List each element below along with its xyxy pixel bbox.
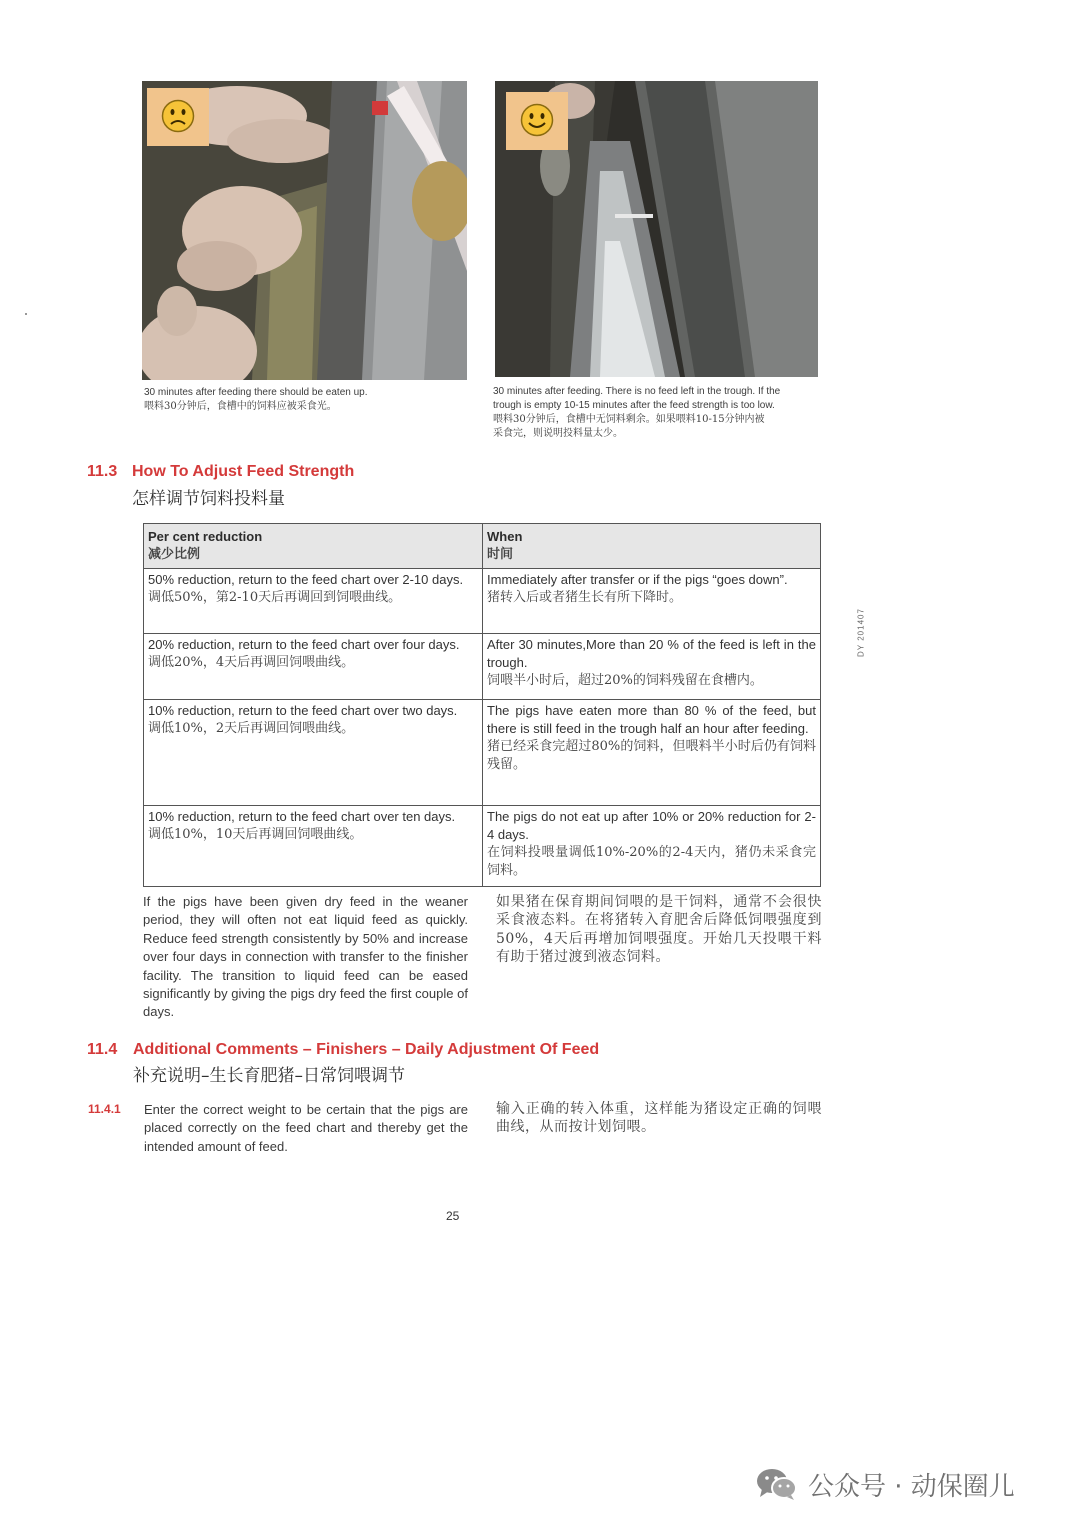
cell-text-en: The pigs have eaten more than 80 % of the feed, but there is still feed in the trough half an hour after feeding. [487, 703, 816, 736]
cell-text-zh: 调低20%，4天后再调回饲喂曲线。 [148, 655, 355, 670]
section-subtitle: 补充说明–生长育肥猪–日常饲喂调节 [133, 1066, 405, 1086]
wechat-icon [756, 1467, 798, 1501]
cell-text-en: 10% reduction, return to the feed chart over ten days. [148, 809, 456, 824]
cell-text-en: 20% reduction, return to the feed chart over four days. [148, 637, 460, 652]
table-row [144, 569, 821, 634]
cell-text-zh: 饲喂半小时后，超过20%的饲料残留在食槽内。 [487, 673, 763, 688]
section-number: 11.3 [87, 463, 118, 480]
cell-text-zh: 调低10%，2天后再调回饲喂曲线。 [148, 721, 355, 736]
table-row [144, 700, 821, 806]
happy-face-icon [506, 92, 568, 150]
cell-text-en: Immediately after transfer or if the pigs “goes down”. [487, 572, 788, 587]
right-photo-caption [493, 385, 823, 441]
header-label-en: When [487, 529, 523, 544]
caption-zh: 喂料30分钟后，食槽中的饲料应被采食光。 [144, 401, 337, 412]
section-title: How To Adjust Feed Strength [132, 463, 355, 480]
dry-feed-paragraph-en: If the pigs have been given dry feed in the weaner period, they will often not eat liquid feed as quickly. Reduce feed strength consistently by 50% and increase over four days in connection with transfer to the finisher facility. The transition to liquid feed can be eased significantly by giving the pigs dry feed the first couple of days. [143, 894, 468, 1020]
cell-text-en: 50% reduction, return to the feed chart over 2-10 days. [148, 572, 464, 587]
cell-text-zh: 调低10%，10天后再调回饲喂曲线。 [148, 827, 363, 842]
section-number: 11.4 [87, 1041, 118, 1058]
table-cell [483, 700, 821, 806]
caption-zh-line1: 喂料30分钟后，食槽中无饲料剩余。如果喂料10-15分钟内被 [493, 414, 765, 425]
cell-text-zh: 调低50%，第2-10天后再调回到饲喂曲线。 [148, 590, 402, 605]
cell-text-zh: 猪已经采食完超过80%的饲料，但喂料半小时后仍有饲料残留。 [487, 739, 816, 772]
header-label-en: Per cent reduction [148, 529, 263, 544]
dry-feed-paragraph-zh: 如果猪在保育期间饲喂的是干饲料，通常不会很快采食液态料。在将猪转入育肥舍后降低饲喂强度到50%，4天后再增加饲喂强度。开始几天投喂干料有助于猪过渡到液态饲料。 [496, 894, 822, 966]
header-label-zh: 减少比例 [148, 547, 201, 562]
table-cell [144, 700, 483, 806]
section-subtitle: 怎样调节饲料投料量 [132, 489, 285, 509]
table-row [144, 634, 821, 700]
cell-text-en: After 30 minutes,More than 20 % of the feed is left in the trough. [487, 637, 816, 670]
header-label-zh: 时间 [487, 547, 514, 562]
table-cell [144, 634, 483, 700]
table-header-cell [483, 524, 821, 569]
table-header-row [144, 524, 821, 569]
table-header-cell [144, 524, 483, 569]
scan-speck [25, 313, 27, 315]
side-document-code: DY 201407 [856, 608, 866, 657]
page-number: 25 [446, 1209, 460, 1223]
item-text-en: Enter the correct weight to be certain that the pigs are placed correctly on the feed chart and thereby get the intended amount of feed. [144, 1102, 468, 1154]
caption-en: 30 minutes after feeding there should be eaten up. [144, 387, 368, 398]
caption-en-line2: trough is empty 10-15 minutes after the feed strength is too low. [493, 400, 775, 411]
table-cell [483, 634, 821, 700]
watermark-text: 公众号 · 动保圈儿 [808, 1471, 1015, 1502]
caption-zh-line2: 采食完，则说明投料量太少。 [493, 428, 623, 439]
item-number: 11.4.1 [88, 1102, 121, 1116]
table-cell [144, 569, 483, 634]
cell-text-zh: 在饲料投喂量调低10%-20%的2-4天内，猪仍未采食完饲料。 [487, 845, 816, 878]
watermark [756, 1464, 1015, 1504]
table-row [144, 806, 821, 887]
cell-text-en: The pigs do not eat up after 10% or 20% reduction for 2-4 days. [487, 809, 816, 842]
feed-reduction-table [143, 523, 821, 887]
cell-text-zh: 猪转入后或者猪生长有所下降时。 [487, 590, 683, 605]
table-cell [144, 806, 483, 887]
item-text-zh: 输入正确的转入体重，这样能为猪设定正确的饲喂曲线，从而按计划饲喂。 [496, 1101, 822, 1136]
section-title: Additional Comments – Finishers – Daily Adjustment Of Feed [133, 1041, 600, 1058]
left-photo-caption [144, 386, 474, 414]
cell-text-en: 10% reduction, return to the feed chart over two days. [148, 703, 458, 718]
sad-face-icon [147, 88, 209, 146]
table-cell [483, 806, 821, 887]
table-cell [483, 569, 821, 634]
caption-en-line1: 30 minutes after feeding. There is no feed left in the trough. If the [493, 386, 781, 397]
